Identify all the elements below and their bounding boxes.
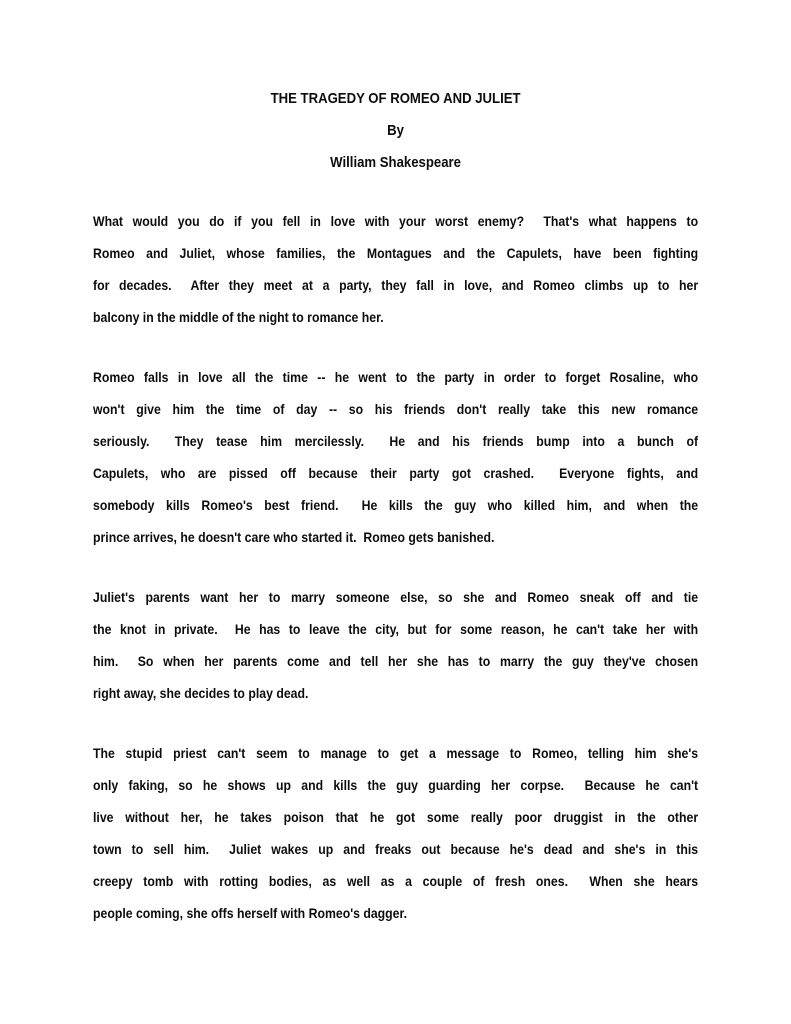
paragraph-line: balcony in the middle of the night to romance her.: [93, 309, 384, 325]
paragraph-line: won't give him the time of day -- so his friends don't really take this new romance: [93, 401, 699, 417]
paragraph: [93, 361, 698, 553]
paragraph-line: creepy tomb with rotting bodies, as well as a couple of fresh ones. When she hears: [93, 873, 699, 889]
paragraph-line: Romeo falls in love all the time -- he went to the party in order to forget Rosaline, who: [93, 369, 699, 385]
paragraph-line: Romeo and Juliet, whose families, the Montagues and the Capulets, have been fighting: [93, 245, 699, 261]
paragraph-line: seriously. They tease him mercilessly. He and his friends bump into a bunch of: [93, 433, 699, 449]
paragraph-line: Juliet's parents want her to marry someone else, so she and Romeo sneak off and tie: [93, 589, 699, 605]
paragraph-line: The stupid priest can't seem to manage to get a message to Romeo, telling him she's: [93, 745, 699, 761]
paragraph-line: only faking, so he shows up and kills the guy guarding her corpse. Because he can't: [93, 777, 699, 793]
document-author: William Shakespeare: [330, 154, 461, 171]
paragraph-line: for decades. After they meet at a party, they fall in love, and Romeo climbs up to her: [93, 277, 699, 293]
paragraph-line: the knot in private. He has to leave the city, but for some reason, he can't take her with: [93, 621, 699, 637]
paragraphs-container: [93, 205, 698, 929]
paragraph: [93, 205, 698, 333]
paragraph: [93, 737, 698, 929]
paragraph-line: right away, she decides to play dead.: [93, 685, 309, 701]
document-byline: By: [387, 122, 404, 139]
paragraph-line: people coming, she offs herself with Romeo's dagger.: [93, 905, 408, 921]
paragraph-line: town to sell him. Juliet wakes up and freaks out because he's dead and she's in this: [93, 841, 699, 857]
paragraph-line: live without her, he takes poison that he got some really poor druggist in the other: [93, 809, 699, 825]
paragraph-line: him. So when her parents come and tell her she has to marry the guy they've chosen: [93, 653, 699, 669]
document-title: THE TRAGEDY OF ROMEO AND JULIET: [270, 90, 521, 107]
paragraph-line: Capulets, who are pissed off because their party got crashed. Everyone fights, and: [93, 465, 699, 481]
paragraph-line: prince arrives, he doesn't care who started it. Romeo gets banished.: [93, 529, 495, 545]
paragraph-line: somebody kills Romeo's best friend. He kills the guy who killed him, and when the: [93, 497, 699, 513]
paragraph-line: What would you do if you fell in love with your worst enemy? That's what happens to: [93, 213, 699, 229]
title-block: [93, 83, 698, 179]
paragraph: [93, 581, 698, 709]
document-content: [93, 83, 698, 929]
